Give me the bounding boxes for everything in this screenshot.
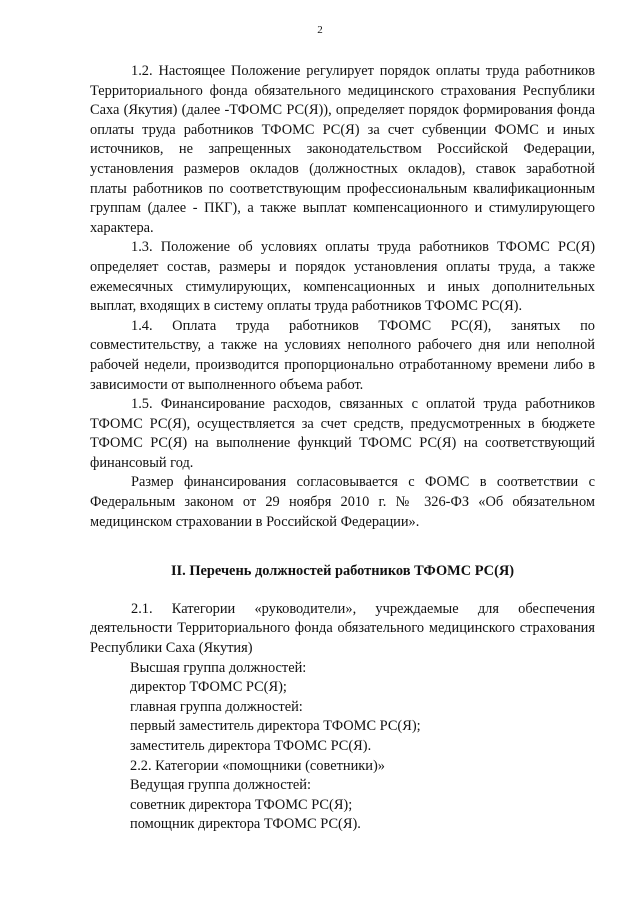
paragraph-financing: Размер финансирования согласовывается с ФОМС в соответствии с Федеральным законом от 29 ноября 2010 г. № 326-ФЗ «Об обязательном медицинском страховании в Российской Федерации». (90, 474, 595, 530)
paragraph-1-3: 1.3. Положение об условиях оплаты труда работников ТФОМС РС(Я) определяет состав, размеры и порядок установления оплаты труда, а также ежемесячных стимулирующих, компенсационных и иных дополнительных выплат, входящих в систему оплаты труда работников ТФОМС РС(Я). (90, 239, 595, 315)
list-item: помощник директора ТФОМС РС(Я). (130, 816, 361, 833)
list-item: 2.2. Категории «помощники (советники)» (130, 757, 385, 774)
document-body (90, 62, 595, 835)
list-item: директор ТФОМС РС(Я); (130, 679, 287, 696)
list-item: Высшая группа должностей: (130, 659, 307, 676)
list-item: главная группа должностей: (130, 698, 303, 715)
paragraph-1-2: 1.2. Настоящее Положение регулирует порядок оплаты труда работников Территориального фонда обязательного медицинского страхования Республики Саха (Якутия) (далее -ТФОМС РС(Я)), определяет порядок формирования фонда оплаты труда работников ТФОМС РС(Я) за счет субвенции ФОМС и иных источников, не запрещенных законодательством Российской Федерации, установления размеров окладов (должностных окладов), ставок заработной платы работников по соответствующим профессиональным квалификационным группам (далее - ПКГ), а также выплат компенсационного и стимулирующего характера. (90, 63, 595, 236)
paragraph-1-5: 1.5. Финансирование расходов, связанных с оплатой труда работников ТФОМС РС(Я), осуществляется за счет средств, предусмотренных в бюджете ТФОМС РС(Я) на выполнение функций ТФОМС РС(Я) на соответствующий финансовый год. (90, 396, 595, 471)
list-item: первый заместитель директора ТФОМС РС(Я); (130, 718, 421, 735)
section-heading: II. Перечень должностей работников ТФОМС РС(Я) (170, 563, 515, 580)
paragraph-1-4: 1.4. Оплата труда работников ТФОМС РС(Я), занятых по совместительству, а также на условиях неполного рабочего дня или неполной рабочей недели, производится пропорционально отработанному времени либо в зависимости от выполненного объема работ. (90, 317, 595, 393)
list-item: Ведущая группа должностей: (130, 777, 311, 794)
list-item: советник директора ТФОМС РС(Я); (130, 796, 353, 813)
paragraph-2-1: 2.1. Категории «руководители», учреждаемые для обеспечения деятельности Территориального фонда обязательного медицинского страхования Республики Саха (Якутия) (90, 600, 595, 657)
page-number: 2 (317, 24, 323, 36)
list-item: заместитель директора ТФОМС РС(Я). (130, 738, 372, 754)
